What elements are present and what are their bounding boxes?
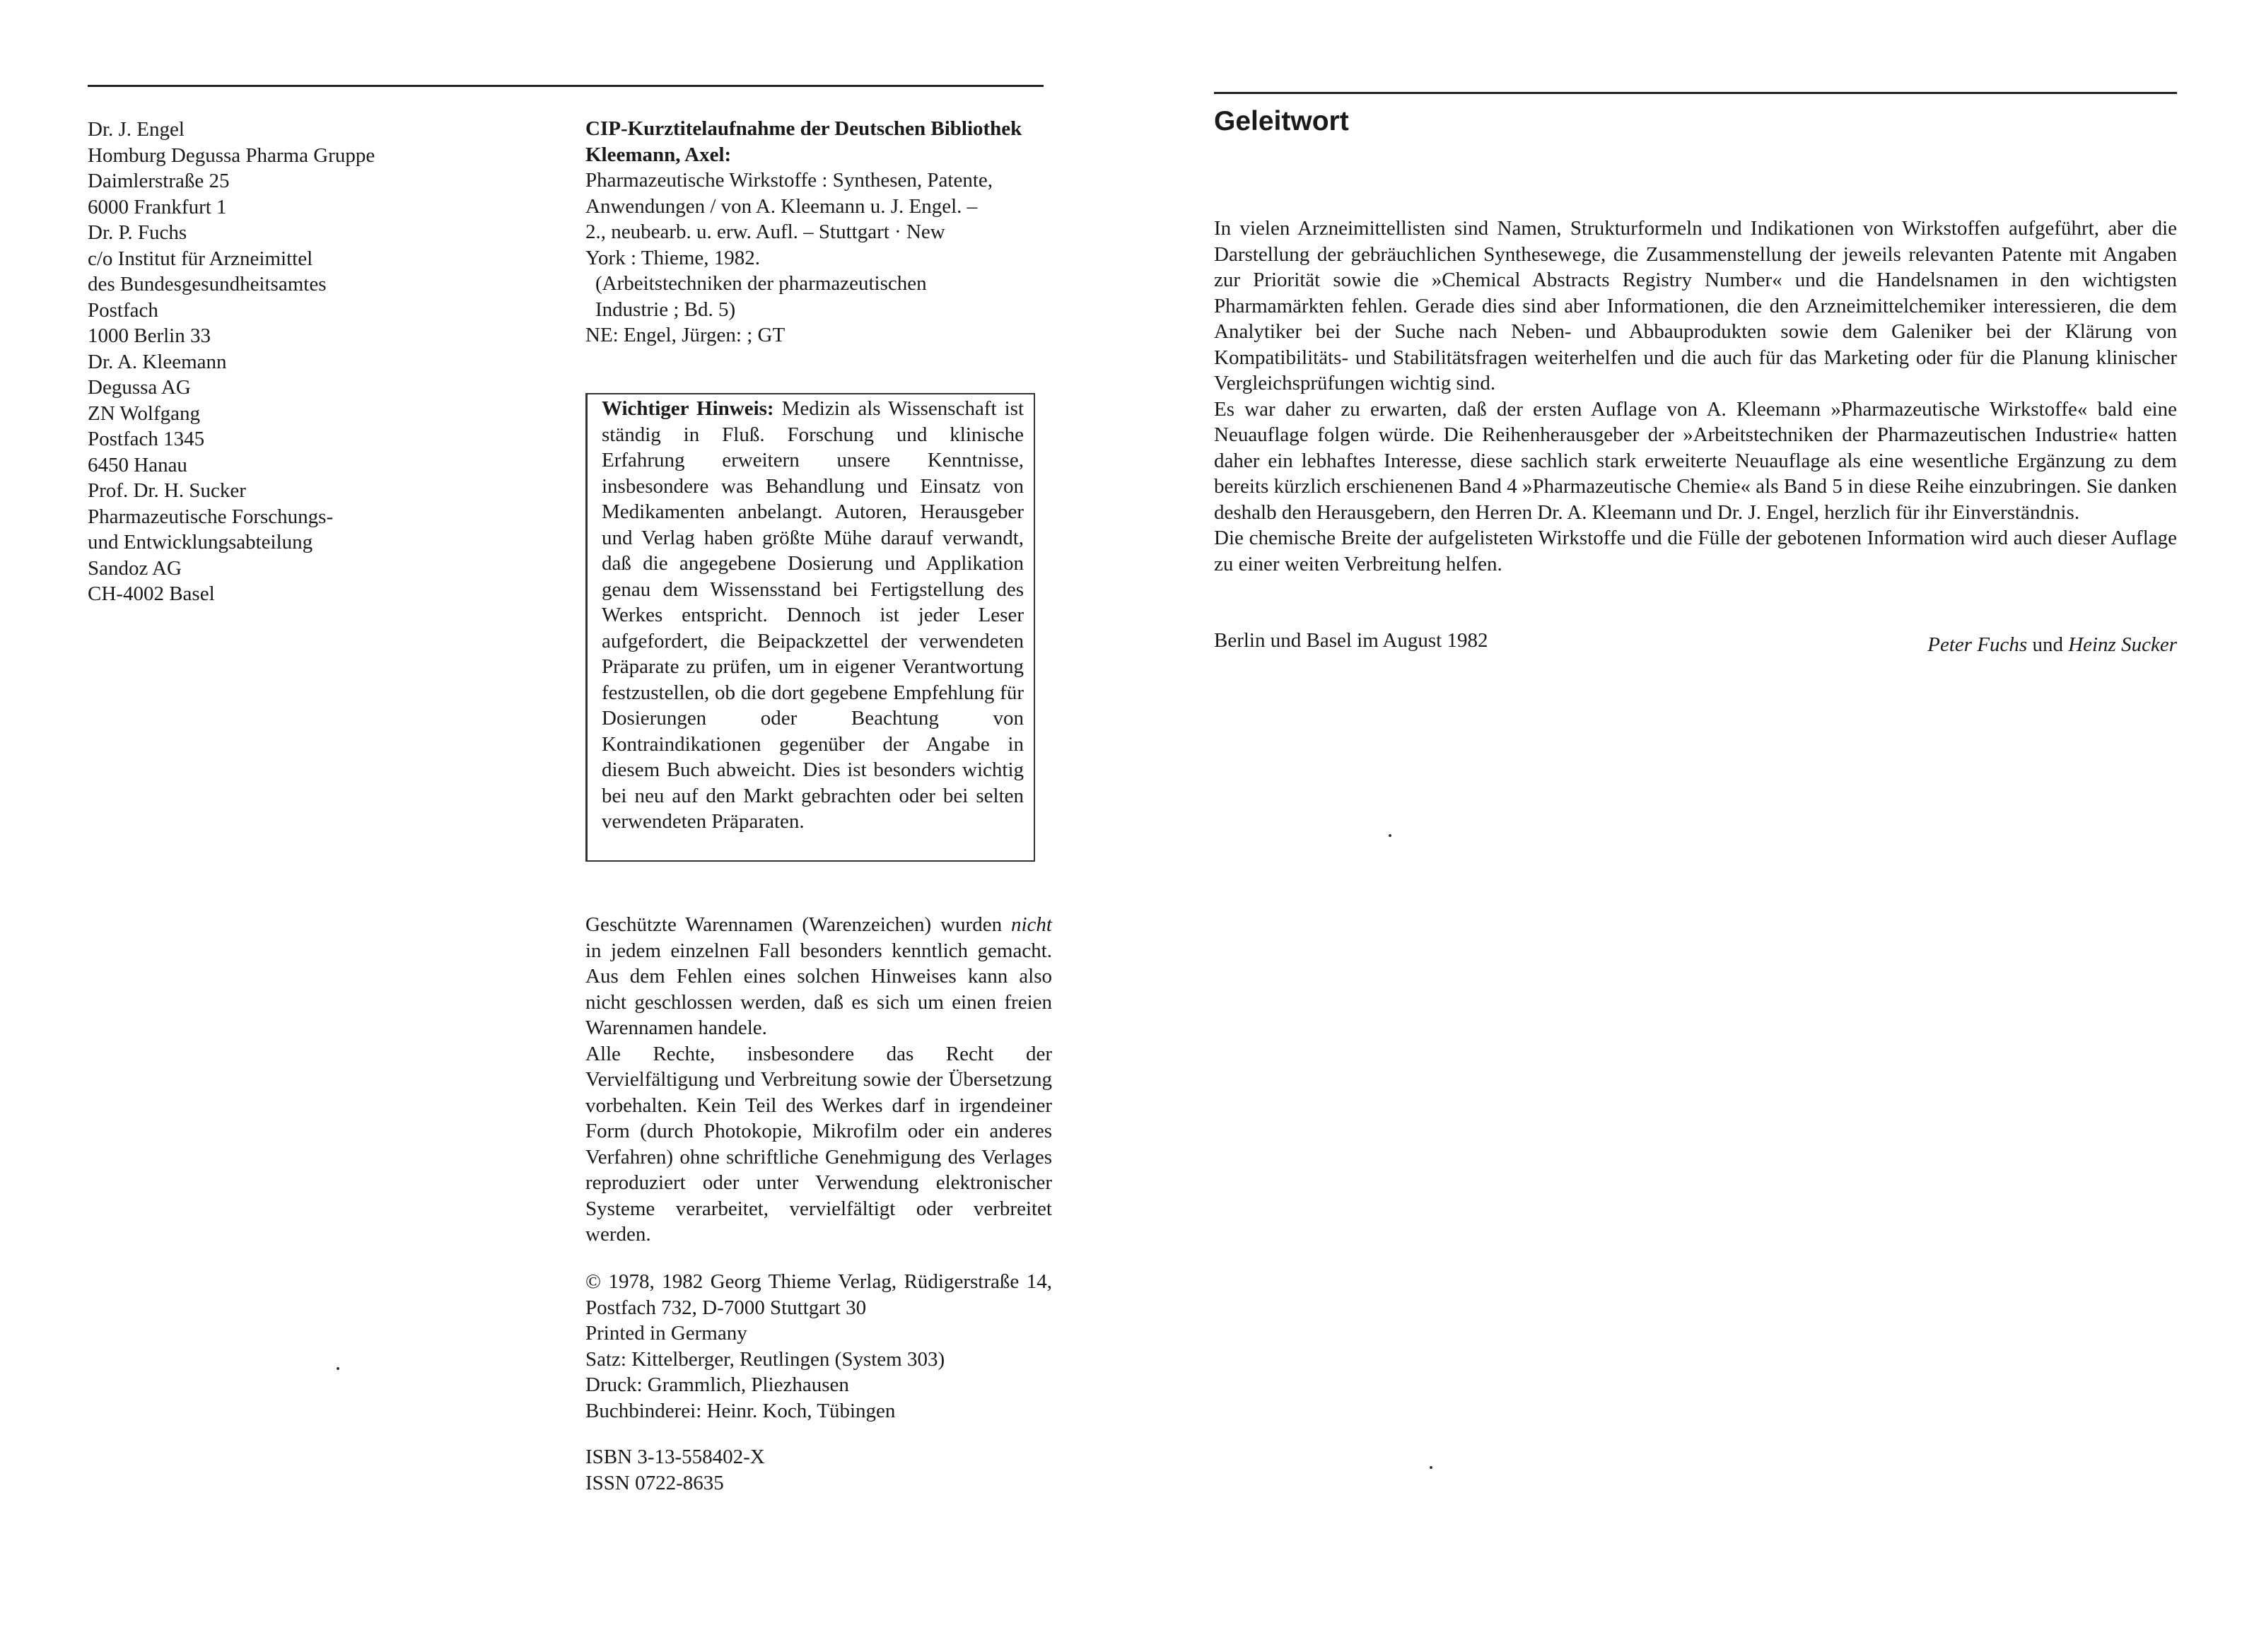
- copyright-line: © 1978, 1982 Georg Thieme Verlag, Rüdigerstraße 14, Postfach 732, D-7000 Stuttgart 30: [585, 1270, 1052, 1319]
- trademark-text-start: Geschützte Warennamen (Warenzeichen) wurden: [585, 913, 1011, 936]
- typesetting: Satz: Kittelberger, Reutlingen (System 303): [585, 1347, 945, 1371]
- trademark-paragraph: [585, 912, 1052, 1041]
- author-fuchs: Peter Fuchs: [1927, 633, 2028, 656]
- left-page-top-rule: [88, 85, 1044, 87]
- address-kleemann: Dr. A. Kleemann Degussa AG ZN Wolfgang Postfach 1345 6450 Hanau: [88, 350, 227, 476]
- important-notice-box: [585, 393, 1035, 862]
- cip-series: (Arbeitstechniken der pharmazeutischen Industrie ; Bd. 5): [595, 272, 927, 321]
- trademark-text-italic: nicht: [1011, 913, 1052, 936]
- geleitwort-header: [1214, 105, 2177, 139]
- geleitwort-paragraph-3: Die chemische Breite der aufgelisteten Wirkstoffe und die Fülle der gebotenen Information wird auch dieser Auflage zu einer weiten Verbreitung helfen.: [1214, 527, 2177, 575]
- trademark-text-end: in jedem einzelnen Fall besonders kenntlich gemacht. Aus dem Fehlen eines solchen Hinweises kann also nicht geschlossen werden, daß es sich um einen freien Warennamen handele.: [585, 939, 1052, 1039]
- trademark-rights-notice: [585, 912, 1052, 1248]
- bookbinding: Buchbinderei: Heinr. Koch, Tübingen: [585, 1399, 896, 1422]
- address-fuchs: Dr. P. Fuchs c/o Institut für Arzneimittel des Bundesgesundheitsamtes Postfach 1000 Berlin 33: [88, 221, 327, 347]
- scan-speck: [1389, 834, 1391, 837]
- page-title: Geleitwort: [1214, 106, 1349, 136]
- cip-body: Pharmazeutische Wirkstoffe : Synthesen, Patente, Anwendungen / von A. Kleemann u. J. Engel. – 2., neubearb. u. erw. Aufl. – Stuttgart · New York : Thieme, 1982.: [585, 169, 993, 269]
- address-engel: Dr. J. Engel Homburg Degussa Pharma Gruppe Daimlerstraße 25 6000 Frankfurt 1: [88, 118, 375, 218]
- place-date: Berlin und Basel im August 1982: [1214, 629, 1488, 652]
- editor-addresses: [88, 117, 469, 607]
- cip-record: [585, 116, 1052, 348]
- signatories: [1927, 632, 2177, 657]
- cip-heading: CIP-Kurztitelaufnahme der Deutschen Bibliothek Kleemann, Axel:: [585, 117, 1022, 166]
- isbn: ISBN 3-13-558402-X: [585, 1446, 765, 1468]
- rights-paragraph: Alle Rechte, insbesondere das Recht der Vervielfältigung und Verbreitung sowie der Übersetzung vorbehalten. Kein Teil des Werkes darf in irgendeiner Form (durch Photokopie, Mikrofilm oder ein anderes Verfahren) ohne schriftliche Genehmigung des Verlages reproduziert oder unter Verwendung elektronischer Systeme verarbeitet, vervielfältigt oder verbreitet werden.: [585, 1042, 1052, 1246]
- address-sucker: Prof. Dr. H. Sucker Pharmazeutische Forschungs- und Entwicklungsabteilung Sandoz AG CH-4002 Basel: [88, 479, 334, 605]
- right-page-top-rule: [1214, 92, 2177, 94]
- printed-in: Printed in Germany: [585, 1322, 747, 1345]
- cip-ne: NE: Engel, Jürgen: ; GT: [585, 324, 786, 346]
- geleitwort-body: [1214, 216, 2177, 577]
- imprint: [585, 1269, 1052, 1424]
- geleitwort-paragraph-2: Es war daher zu erwarten, daß der ersten Auflage von A. Kleemann »Pharmazeutische Wirkstoffe« bald eine Neuauflage folgen würde. Die Reihenherausgeber der »Arbeitstechniken der Pharmazeutischen Industrie« hatten daher ein lebhaftes Interesse, diese sachlich stark erweiterte Neuauflage als eine wesentliche Ergänzung zu dem bereits kürzlich erschienenen Band 4 »Pharmazeutische Chemie« als Band 5 in diese Reihe einzubringen. Sie danken deshalb den Herausgebern, den Herren Dr. A. Kleemann und Dr. J. Engel, herzlich für ihr Einverständnis.: [1214, 397, 2177, 524]
- author-conjunction: und: [2027, 633, 2069, 656]
- notice-text: Medizin als Wissenschaft ist ständig in Fluß. Forschung und klinische Erfahrung erweitern unsere Kenntnisse, insbesondere was Behandlung und Einsatz von Medikamenten anbelangt. Autoren, Herausgeber und Verlag haben größte Mühe darauf verwandt, daß die angegebene Dosierung und Applikation genau dem Wissensstand bei Fertigstellung des Werkes entspricht. Dennoch ist jeder Leser aufgefordert, die Beipackzettel der verwendeten Präparate zu prüfen, um in eigener Verantwortung festzustellen, ob die dort gegebene Empfehlung für Dosierungen oder Beachtung von Kontraindikationen gegenüber der Angabe in diesem Buch abweicht. Dies ist besonders wichtig bei neu auf den Markt gebrachten oder bei selten verwendeten Präparaten.: [602, 397, 1024, 833]
- identifiers: [585, 1444, 1052, 1496]
- issn: ISSN 0722-8635: [585, 1471, 724, 1494]
- author-sucker: Heinz Sucker: [2068, 633, 2177, 656]
- printing: Druck: Grammlich, Pliezhausen: [585, 1373, 849, 1396]
- notice-label: Wichtiger Hinweis:: [602, 397, 774, 420]
- scan-speck: [337, 1367, 339, 1370]
- scan-speck: [1430, 1466, 1432, 1469]
- geleitwort-paragraph-1: In vielen Arzneimittellisten sind Namen, Strukturformeln und Indikationen von Wirkstoffen aufgeführt, aber die Darstellung der gebräuchlichen Synthesewege, die Zusammenstellung der jeweils relevanten Patente mit Angaben zur Priorität sowie die »Chemical Abstracts Registry Number« und die Handelsnamen in den wichtigsten Pharmamärkten fehlen. Gerade dies sind aber Informationen, die den Arzneimittelchemiker interessieren, die dem Analytiker bei der Suche nach Neben- und Abbauprodukten sowie dem Galeniker bei der Klärung von Kompatibilitäts- und Stabilitätsfragen weiterhelfen und die auch für das Marketing oder für die Planung klinischer Vergleichsprüfungen wichtig sind.: [1214, 217, 2177, 394]
